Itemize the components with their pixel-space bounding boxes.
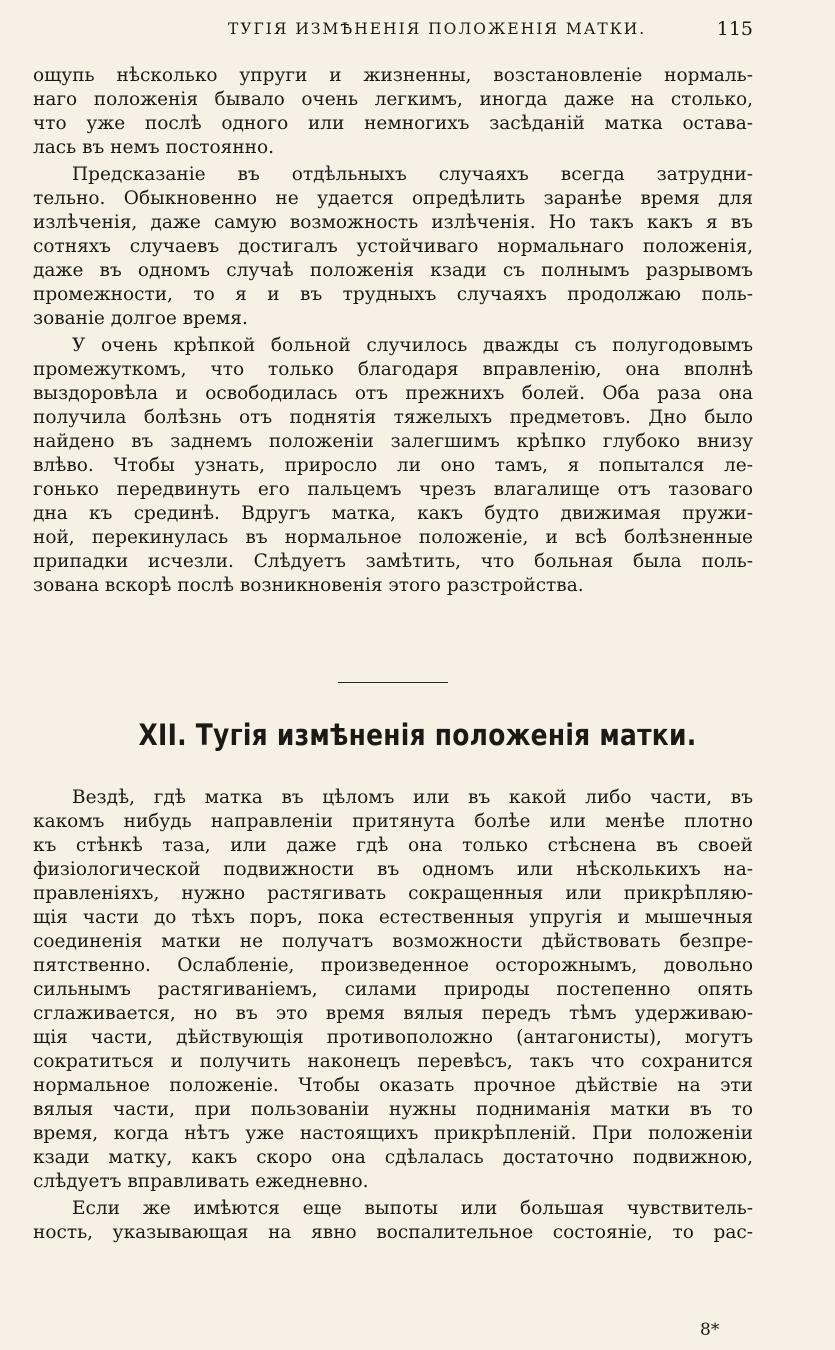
- text-line: лась въ немъ постоянно.: [33, 137, 275, 158]
- text-line: щія части, дѣйствующія противоположно (антагонисты), могутъ: [33, 1027, 753, 1048]
- text-line: наго положенія бывало очень легкимъ, иногда даже на столько,: [33, 89, 753, 110]
- text-line: влѣво. Чтобы узнать, приросло ли оно тамъ, я попытался ле-: [33, 455, 753, 476]
- text-line: выздоровѣла и освободилась отъ прежнихъ болей. Оба раза она: [33, 383, 753, 404]
- text-line: припадки исчезли. Слѣдуетъ замѣтить, что больная была поль-: [33, 551, 753, 572]
- running-head: ТУГІЯ ИЗМѢНЕНІЯ ПОЛОЖЕНІЯ МАТКИ.: [228, 20, 647, 38]
- text-line: У очень крѣпкой больной случилось дважды съ полугодовымъ: [72, 335, 753, 356]
- text-line: Вездѣ, гдѣ матка въ цѣломъ или въ какой либо части, въ: [72, 787, 753, 808]
- text-line: излѣченія, даже самую возможность излѣченія. Но такъ какъ я въ: [33, 212, 753, 233]
- text-line: вялыя части, при пользованіи нужны подниманія матки въ то: [33, 1099, 753, 1120]
- text-line: Если же имѣются еще выпоты или большая чувствитель-: [72, 1198, 753, 1219]
- text-line: сильнымъ растягиваніемъ, силами природы постепенно опять: [33, 979, 753, 1000]
- text-line: физіологической подвижности въ одномъ или нѣсколькихъ на-: [33, 859, 753, 880]
- text-line: даже въ одномъ случаѣ положенія кзади съ полнымъ разрывомъ: [33, 260, 753, 281]
- text-line: найдено въ заднемъ положеніи залегшимъ крѣпко глубоко внизу: [33, 431, 753, 452]
- text-line: нормальное положеніе. Чтобы оказать прочное дѣйствіе на эти: [33, 1075, 753, 1096]
- text-line: какомъ нибудь направленіи притянута болѣе или менѣе плотно: [33, 811, 753, 832]
- text-line: гонько передвинуть его пальцемъ чрезъ влагалище отъ тазоваго: [33, 479, 753, 500]
- text-line: промежности, то я и въ трудныхъ случаяхъ продолжаю поль-: [33, 284, 753, 305]
- text-line: тельно. Обыкновенно не удается опредѣлить заранѣе время для: [33, 188, 753, 209]
- text-line: зована вскорѣ послѣ возникновенія этого разстройства.: [33, 575, 584, 596]
- text-line: ной, перекинулась въ нормальное положеніе, и всѣ болѣзненные: [33, 527, 753, 548]
- text-line: время, когда нѣтъ уже настоящихъ прикрѣпленій. При положеніи: [33, 1123, 753, 1144]
- text-line: пятственно. Ослабленіе, произведенное осторожнымъ, довольно: [33, 955, 753, 976]
- text-line: щія части до тѣхъ поръ, пока естественныя упругія и мышечныя: [33, 907, 753, 928]
- chapter-heading: XII. Тугія измѣненія положенія матки.: [138, 718, 697, 752]
- text-line: сглаживается, но въ это время вялыя передъ тѣмъ удерживаю-: [33, 1003, 753, 1024]
- text-line: зованіе долгое время.: [33, 308, 248, 329]
- text-line: получила болѣзнь отъ поднятія тяжелыхъ предметовъ. Дно было: [33, 407, 753, 428]
- text-line: слѣдуетъ вправливать ежедневно.: [33, 1171, 369, 1192]
- text-block-top: [33, 64, 753, 598]
- text-line: кзади матку, какъ скоро она сдѣлалась достаточно подвижною,: [33, 1147, 753, 1168]
- text-line: сократиться и получить наконецъ перевѣсъ, такъ что сохранится: [33, 1051, 753, 1072]
- text-line: правленіяхъ, нужно растягивать сокращенныя или прикрѣпляю-: [33, 883, 753, 904]
- page-number: 115: [716, 18, 753, 40]
- text-line: Предсказаніе въ отдѣльныхъ случаяхъ всегда затрудни-: [72, 164, 753, 185]
- text-line: промежуткомъ, что только благодаря вправленію, она вполнѣ: [33, 359, 753, 380]
- signature-mark: 8*: [700, 1320, 720, 1340]
- text-line: соединенія матки не получатъ возможности дѣйствовать безпре-: [33, 931, 753, 952]
- text-line: что уже послѣ одного или немногихъ засѣданій матка остава-: [33, 113, 753, 134]
- text-line: ность, указывающая на явно воспалительное состояніе, то рас-: [33, 1222, 753, 1243]
- text-line: къ стѣнкѣ таза, или даже гдѣ она только стѣснена въ своей: [33, 835, 753, 856]
- text-line: ощупь нѣсколько упруги и жизненны, возстановленіе нормаль-: [33, 65, 753, 86]
- text-line: дна къ срединѣ. Вдругъ матка, какъ будто движимая пружи-: [33, 503, 753, 524]
- text-block-bottom: [33, 786, 753, 1245]
- text-line: сотняхъ случаевъ достигалъ устойчиваго нормальнаго положенія,: [33, 236, 753, 257]
- section-divider: [338, 682, 448, 683]
